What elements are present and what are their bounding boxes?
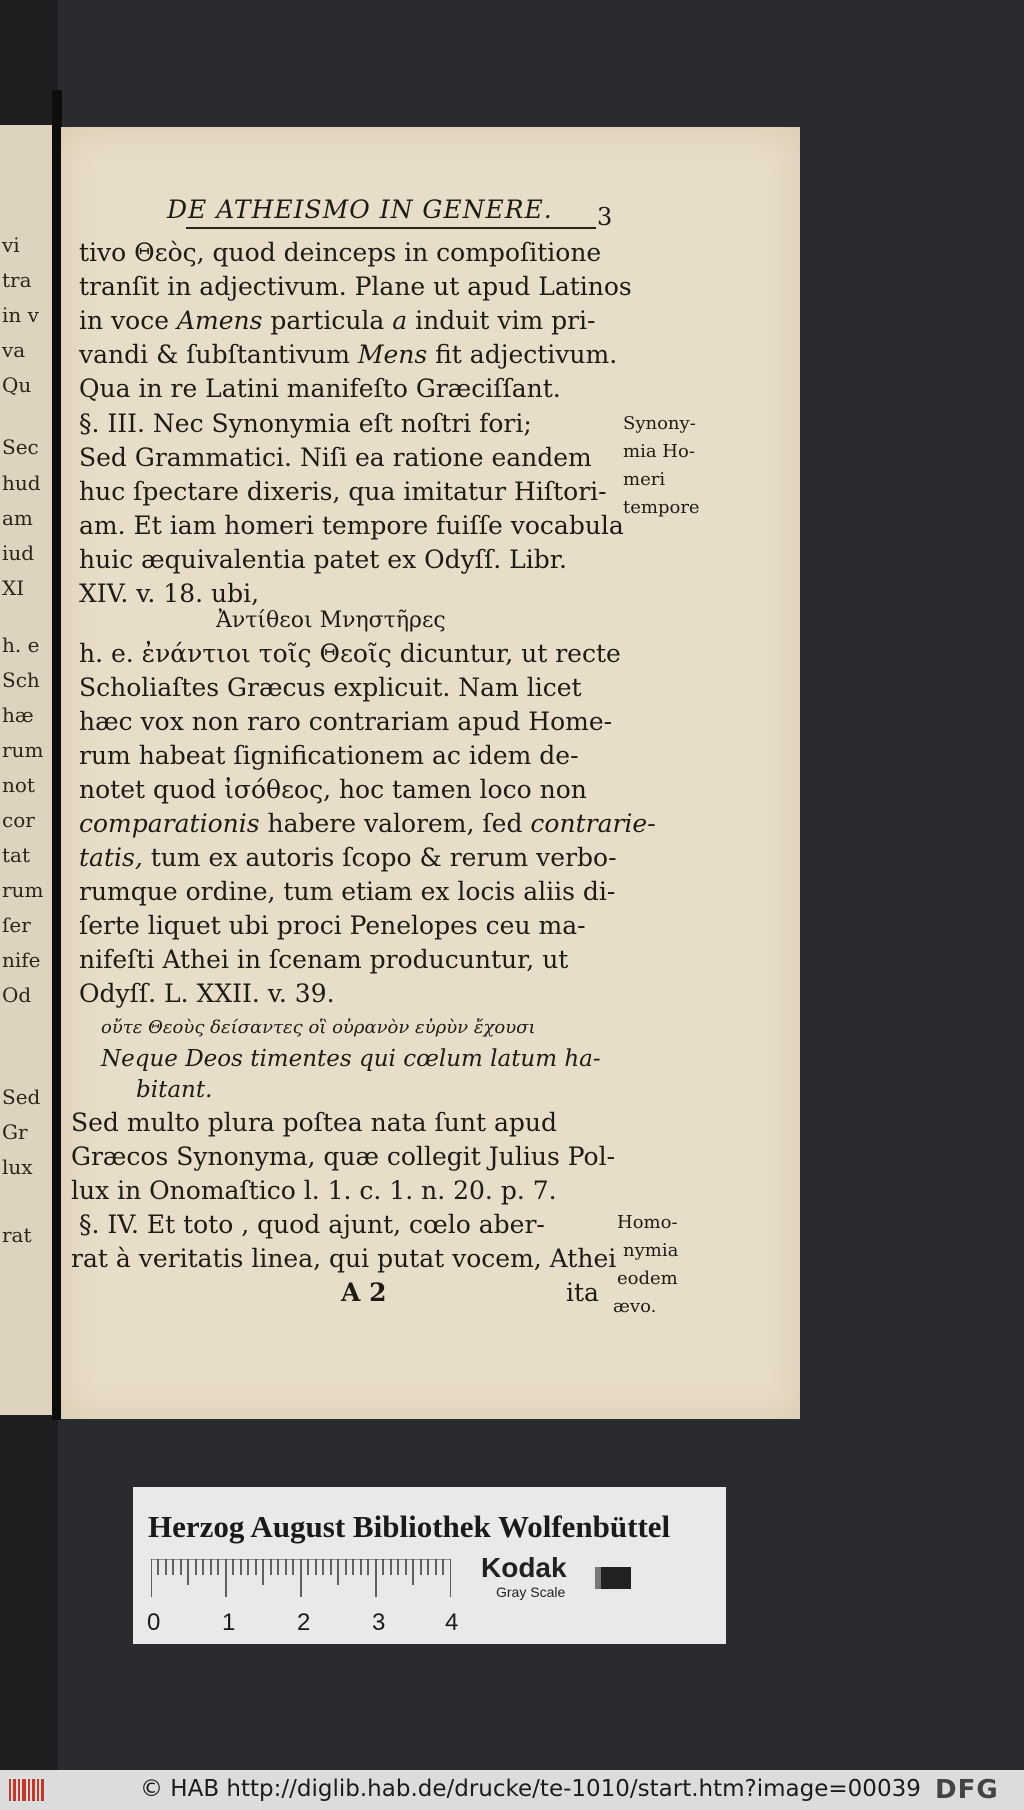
text-run: fit adjectivum. [427,340,618,369]
latin-translation: Neque Deos timentes qui cœlum latum ha- [101,1046,601,1072]
prev-fragment: tra [2,268,32,292]
prev-fragment: am [2,506,33,530]
prev-fragment: rat [2,1223,32,1247]
text-line: Græcos Synonyma, quæ collegit Julius Pol- [71,1142,616,1171]
text-line: notet quod ἰσόθεος, hoc tamen loco non [79,775,587,804]
margin-note-line: ævo. [613,1296,657,1317]
prev-fragment: Sec [2,435,39,459]
scale-number: 0 [147,1609,161,1636]
italic-run: Mens [357,340,428,369]
greek-quote: Ἀντίθεοι Μνηστῆρες [216,608,446,633]
prev-fragment: va [2,338,26,362]
text-line: hæc vox non raro contrariam apud Home- [79,707,613,736]
text-run: particula [270,306,393,335]
text-line: Scholiaſtes Græcus explicuit. Nam licet [79,673,582,702]
text-run: tum ex autoris ſcopo & rerum verbo- [142,843,617,872]
prev-fragment: iud [2,541,35,565]
italic-run: tatis, [79,843,143,872]
italic-run: Amens [176,306,263,335]
text-line: §. IV. Et toto , quod ajunt, cœlo aber- [79,1210,545,1239]
text-line: ſerte liquet ubi proci Penelopes ceu ma- [79,911,586,940]
text-line: huic æquivalentia patet ex Odyſſ. Libr. [79,545,567,574]
greek-verse: οὔτε Θεοὺς δείσαντες οἳ οὐρανὸν εὐρὺν ἔχουσι [101,1017,536,1038]
running-head-rule [186,227,596,229]
scale-ruler [151,1559,451,1601]
signature-mark: A 2 [341,1278,387,1307]
margin-note-line: tempore [623,497,700,518]
text-run: in voce [79,306,177,335]
text-run: vandi & ſubſtantivum [79,340,358,369]
text-line: rum habeat ſignificationem ac idem de- [79,741,579,770]
margin-note-line: eodem [617,1268,678,1289]
running-head: DE ATHEISMO IN GENERE. [167,195,553,224]
book-page [61,127,800,1419]
hab-barcode-icon [8,1776,46,1804]
prev-fragment: nife [2,948,41,972]
margin-note-line: nymia [623,1240,679,1261]
text-line: nifeſti Athei in ſcenam producuntur, ut [79,945,569,974]
margin-note-line: Homo- [617,1212,678,1233]
previous-page-edge [0,125,59,1415]
text-line [79,305,596,337]
prev-fragment: Sed [2,1085,41,1109]
text-line: am. Et iam homeri tempore fuiſſe vocabula [79,511,624,540]
prev-fragment: in v [2,303,39,327]
text-line: tivo Θεὸς, quod deinceps in compoſitione [79,238,602,267]
prev-fragment: rum [2,878,44,902]
library-name: Herzog August Bibliothek Wolfenbüttel [148,1509,671,1544]
text-line [79,842,617,874]
scale-number: 3 [372,1609,386,1636]
color-calibration-bar [133,1487,726,1644]
prev-fragment: ſer [2,913,31,937]
prev-fragment: hæ [2,703,34,727]
text-line: rumque ordine, tum etiam ex locis aliis di- [79,877,616,906]
text-line: lux in Onomaſtico l. 1. c. 1. n. 20. p. 7. [71,1176,557,1205]
margin-note-line: Synony- [623,413,696,434]
gray-swatch [595,1567,631,1589]
page-number: 3 [597,203,613,231]
italic-run: contrarie- [530,809,656,838]
prev-fragment: lux [2,1155,33,1179]
text-line: rat à veritatis linea, qui putat vocem, Athei [71,1244,617,1273]
prev-fragment: Gr [2,1120,28,1144]
gray-scale-label: Gray Scale [496,1584,566,1600]
footer-bar [0,1770,1024,1810]
prev-fragment: Od [2,983,32,1007]
text-line: Qua in re Latini manifeſto Græciſſant. [79,374,561,403]
text-line: huc ſpectare dixeris, qua imitatur Hiſtori- [79,477,607,506]
catchword: ita [566,1278,599,1307]
scale-number: 1 [222,1609,236,1636]
prev-fragment: not [2,773,35,797]
text-line: h. e. ἐνάντιοι τοῖς Θεοῖς dicuntur, ut recte [79,639,621,668]
prev-fragment: XI [2,576,25,600]
latin-translation: bitant. [136,1077,213,1103]
text-line: Sed multo plura poſtea nata ſunt apud [71,1108,557,1137]
text-run: habere valorem, ſed [259,809,531,838]
scale-number: 4 [445,1609,459,1636]
permalink-text[interactable]: © HAB http://diglib.hab.de/drucke/te-1010/start.htm?image=00039 [140,1776,921,1802]
margin-note-line: mia Ho- [623,441,695,462]
italic-run: comparationis [79,809,260,838]
prev-fragment: tat [2,843,30,867]
prev-fragment: vi [2,233,20,257]
prev-fragment: cor [2,808,35,832]
text-line [79,339,617,371]
text-line [79,808,656,840]
text-line: Sed Grammatici. Niſi ea ratione eandem [79,443,592,472]
italic-run: a [392,306,408,335]
scale-number: 2 [297,1609,311,1636]
text-line: §. III. Nec Synonymia eſt noſtri fori; [79,409,532,438]
text-run: induit vim pri- [407,306,596,335]
margin-note-line: meri [623,469,666,490]
prev-fragment: Qu [2,373,32,397]
prev-fragment: h. e [2,633,40,657]
text-line: tranſit in adjectivum. Plane ut apud Latinos [79,272,632,301]
prev-fragment: rum [2,738,44,762]
prev-fragment: hud [2,471,41,495]
kodak-logo: Kodak [481,1552,567,1583]
text-line: Odyſſ. L. XXII. v. 39. [79,979,335,1008]
dfg-logo: DFG [935,1775,999,1805]
text-line: XIV. v. 18. ubi, [79,579,260,608]
prev-fragment: Sch [2,668,40,692]
